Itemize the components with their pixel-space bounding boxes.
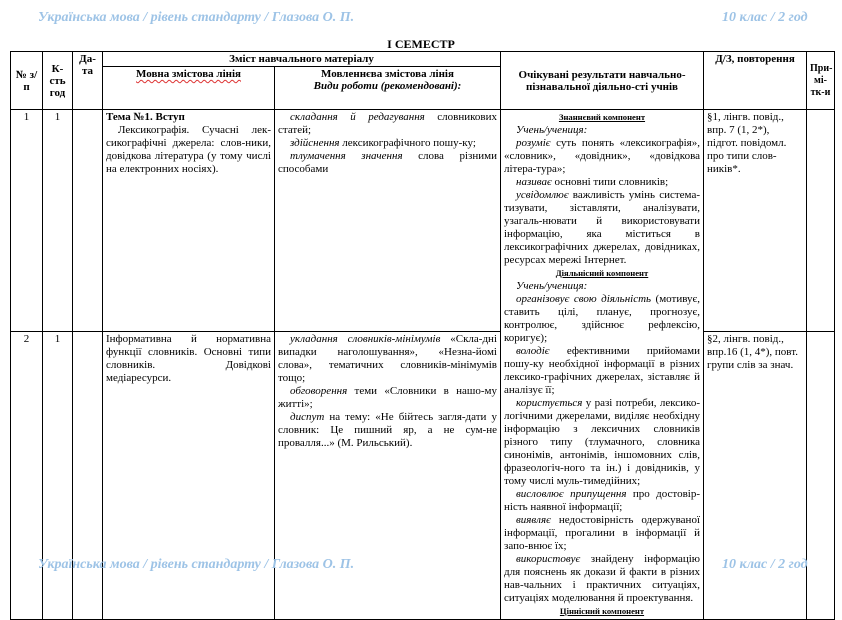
row-num: 1 xyxy=(11,110,43,332)
activity-intro: Учень/учениця: xyxy=(516,280,588,292)
row-language-content xyxy=(103,110,275,332)
result-item: володіє ефективними прийомами пошу-ку необхідної інформації в різних лексико-графічних джерелах, зіставляє й аналізує її; xyxy=(504,345,700,396)
row-num: 2 xyxy=(11,332,43,620)
row-notes xyxy=(807,110,835,332)
result-item: користується у разі потреби, лексико-логічними джерелами, виділяє необхідну інформацію з лексичних словників різного типу (тлумачного, словника синонімів, антонімів, іншомовних слів, фразеологіч-ного та ін.) і довідників, у тому числі муль-тимедійних; xyxy=(504,397,700,487)
result-item: висловлює припущення про достовір-ність наявної інформації; xyxy=(504,488,700,513)
result-item: виявляє недостовірність одержуваної інформації, прогалини в інформації й запо-внює їх; xyxy=(504,514,700,552)
speech-line-subtitle: Види роботи (рекомендовані): xyxy=(313,80,462,92)
col-header-language-line: Мовна змістова лінія xyxy=(103,67,275,110)
col-header-results: Очікувані результати навчально-пізнавальної діяльно-сті учнів xyxy=(501,52,704,110)
col-header-speech-line: Мовленнєва змістова лінія Види роботи (рекомендовані): xyxy=(275,67,501,110)
row-speech-content xyxy=(275,110,501,332)
running-header-left: Українська мова / рівень стандарту / Глазова О. П. xyxy=(38,10,355,25)
speech-item: обговорення теми «Словники в нашо-му житті»; xyxy=(278,385,497,410)
row-date xyxy=(73,110,103,332)
speech-item: диспут на тему: «Не бійтесь загля-дати у словник: Це пишний яр, а не сум-не провалля...» (М. Рильський). xyxy=(278,411,497,449)
row-speech-content xyxy=(275,332,501,620)
row-date xyxy=(73,332,103,620)
row-language-content xyxy=(103,332,275,620)
row-homework: §2, лінгв. повід., впр.16 (1, 4*), повт. групи слів за знач. xyxy=(704,332,807,620)
semester-title: І СЕМЕСТР xyxy=(387,37,455,51)
running-header-right: 10 клас / 2 год xyxy=(722,10,808,25)
running-footer-right: 10 клас / 2 год xyxy=(722,557,808,572)
speech-item: здійснення лексикографічного пошу-ку; xyxy=(290,137,476,149)
result-item: використовує знайдену інформацію для пояснень як докази й факти в різних нав-чальних і практичних ситуаціях, ситуаціях моделювання й проектування. xyxy=(504,553,700,604)
speech-item: тлумачення значення слова різними способами xyxy=(278,150,498,175)
topic-text: Лексикографія. Сучасні лек-сикографічні джерела: слов-ники, довідкова література (у тому числі на електронних носіях). xyxy=(106,124,271,175)
running-footer-left: Українська мова / рівень стандарту / Глазова О. П. xyxy=(38,557,355,572)
col-header-notes: При-мі-тк-и xyxy=(807,52,835,110)
activity-component-title: Діяльнісний компонент xyxy=(555,268,649,278)
col-header-hours: К-сть год xyxy=(43,52,73,110)
col-header-homework: Д/З, повторення xyxy=(704,52,807,110)
speech-item: складання й редагування словникових статей; xyxy=(278,111,497,136)
lesson-plan-table xyxy=(10,51,835,620)
result-item: називає основні типи словників; xyxy=(516,176,669,188)
topic-title: Тема №1. Вступ xyxy=(106,111,185,123)
table-row xyxy=(11,110,835,332)
col-header-content: Зміст навчального матеріалу xyxy=(103,52,501,67)
speech-item: укладання словників-мінімумів «Скла-дні випадки наголошування», «Незна-йомі слова», тематичних словників-мінімумів тощо; xyxy=(278,333,497,384)
row-homework: §1, лінгв. повід., впр. 7 (1, 2*), підгот. повідомл. про типи слов-ників*. xyxy=(704,110,807,332)
table-row xyxy=(11,332,835,620)
col-header-date: Да-та xyxy=(73,52,103,110)
knowledge-intro: Учень/учениця: xyxy=(516,124,588,136)
row-hours: 1 xyxy=(43,332,73,620)
result-item: організовує свою діяльність (мотивує, ставить цілі, планує, прогнозує, контролює, здійснює рефлексію, коригує); xyxy=(504,293,700,344)
value-component-title: Ціннісний компонент xyxy=(559,606,645,616)
expected-results-cell xyxy=(501,110,704,620)
col-header-num: № з/п xyxy=(11,52,43,110)
row-notes xyxy=(807,332,835,620)
knowledge-component-title: Знаннєвий компонент xyxy=(558,112,646,122)
result-item: усвідомлює важливість умінь система-тизувати, зіставляти, аналізувати, узагаль-нювати й використовувати інформацію, яка міститься в лексикографічних джерелах, довідниках, ресурсах мережі Інтернет. xyxy=(504,189,700,266)
result-item: розуміє суть понять «лексикографія», «словник», «довідник», «довідкова літера-тура»; xyxy=(504,137,700,175)
table-header-row xyxy=(11,52,835,67)
row-hours: 1 xyxy=(43,110,73,332)
topic-text: Інформативна й нормативна функції словників. Основні типи словників. Довідкові медіаресурси. xyxy=(106,333,271,384)
